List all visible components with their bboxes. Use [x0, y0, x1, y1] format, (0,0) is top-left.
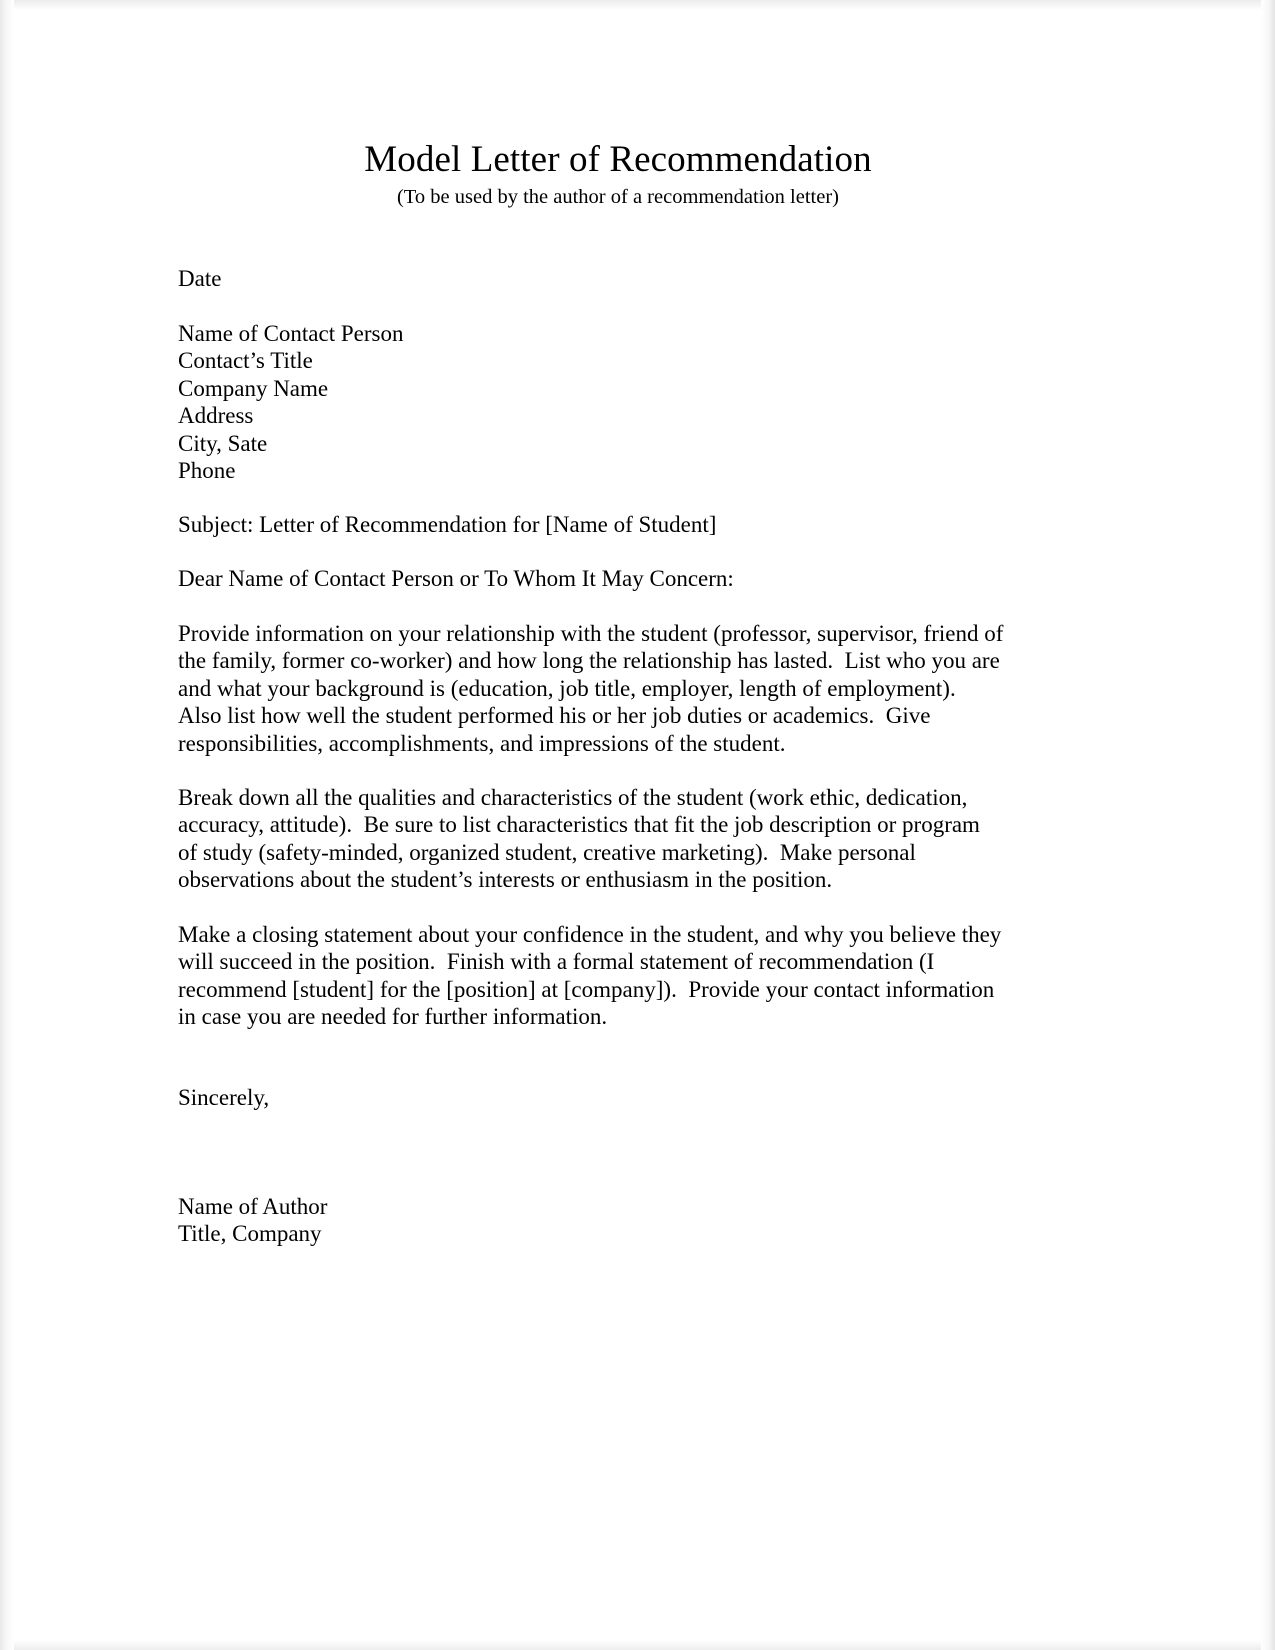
recipient-line-company: Company Name [178, 375, 329, 401]
paragraph-line: will succeed in the position. Finish with a formal statement of recommendation (I [178, 949, 935, 975]
scan-edge-bottom [0, 1640, 1275, 1650]
relationship-paragraph [178, 620, 1058, 757]
paragraph-line: responsibilities, accomplishments, and impressions of the student. [178, 730, 786, 756]
recipient-line-city-state: City, Sate [178, 430, 268, 456]
signature-block [178, 1193, 1058, 1248]
qualities-paragraph [178, 784, 1058, 894]
paragraph-line: accuracy, attitude). Be sure to list characteristics that fit the job description or program [178, 812, 980, 838]
paragraph-line: recommend [student] for the [position] at [company]). Provide your contact information [178, 976, 995, 1002]
paragraph-line: Also list how well the student performed his or her job duties or academics. Give [178, 703, 931, 729]
closing-statement-paragraph [178, 921, 1058, 1031]
recipient-line-phone: Phone [178, 458, 236, 484]
paragraph-line: Provide information on your relationship with the student (professor, supervisor, friend of [178, 621, 1004, 646]
recipient-address-block [178, 320, 1058, 484]
scan-edge-left [0, 0, 14, 1650]
scan-edge-right [1261, 0, 1275, 1650]
page-subtitle: (To be used by the author of a recommendation letter) [396, 186, 839, 208]
paragraph-line: the family, former co-worker) and how long the relationship has lasted. List who you are [178, 648, 1000, 674]
page-title: Model Letter of Recommendation [364, 139, 872, 180]
paragraph-line: Break down all the qualities and characteristics of the student (work ethic, dedication, [178, 785, 968, 810]
recipient-line-name: Name of Contact Person [178, 321, 404, 346]
author-title-placeholder: Title, Company [178, 1221, 322, 1247]
salutation-line: Dear Name of Contact Person or To Whom It May Concern: [178, 566, 734, 591]
paragraph-line: observations about the student’s interests or enthusiasm in the position. [178, 867, 833, 893]
recipient-line-title: Contact’s Title [178, 348, 313, 374]
scan-edge-top [0, 0, 1275, 10]
salutation-block [178, 565, 1058, 592]
closing-salutation: Sincerely, [178, 1085, 270, 1110]
paragraph-line: and what your background is (education, job title, employer, length of employment). [178, 675, 956, 701]
subject-line: Subject: Letter of Recommendation for [Name of Student] [178, 512, 717, 537]
paragraph-line: of study (safety-minded, organized student, creative marketing). Make personal [178, 839, 916, 865]
document-heading [178, 138, 1058, 210]
closing-block [178, 1084, 1058, 1111]
subject-block [178, 511, 1058, 538]
date-block [178, 265, 1058, 292]
author-name-placeholder: Name of Author [178, 1194, 328, 1219]
date-placeholder: Date [178, 266, 222, 291]
paragraph-line: in case you are needed for further information. [178, 1004, 608, 1030]
recipient-line-address: Address [178, 403, 254, 429]
paragraph-line: Make a closing statement about your confidence in the student, and why you believe they [178, 922, 1002, 947]
